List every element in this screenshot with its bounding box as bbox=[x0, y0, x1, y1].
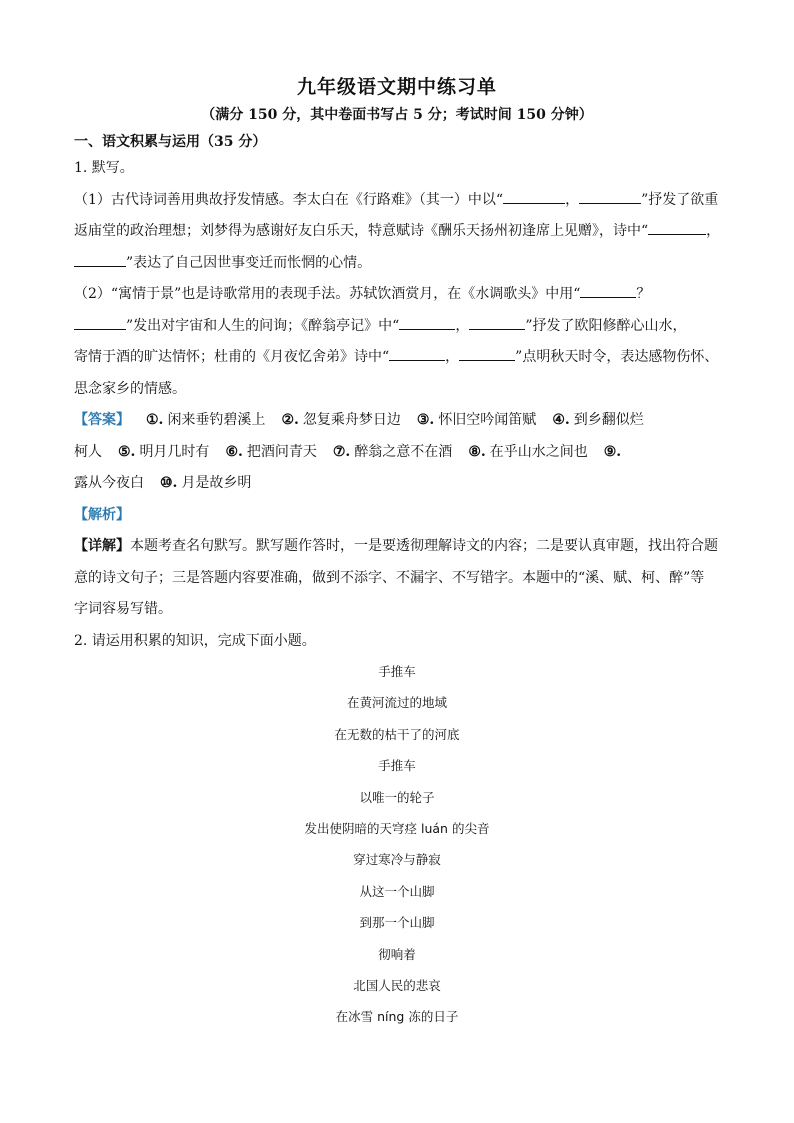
section-heading: 一、语文积累与运用（35 分） bbox=[74, 134, 267, 150]
poem-line: 彻响着 bbox=[378, 946, 416, 962]
fill-blank bbox=[389, 346, 445, 361]
detail-tag: 【详解】 bbox=[74, 538, 130, 554]
poem-line: 发出使阴暗的天穹痉 luán 的尖音 bbox=[304, 820, 490, 836]
question-1-part-2: （2）“寓情于景”也是诗歌常用的表现手法。苏轼饮酒赏月，在《水调歌头》中用“ ？ ”发出对宇宙和人生的问询；《醉翁亭记》中“ ， ”抒发了欧阳修醉心山水， 寄情于酒的旷达情怀；杜甫的《月夜忆舍弟》诗中“ ， ”点明秋天时令，表达感物伤怀、 思念家乡的情感。 bbox=[74, 279, 730, 405]
question-1-part-1: （1）古代诗词善用典故抒发情感。李太白在《行路难》（其一）中以“ ， ”抒发了欲重 返庙堂的政治理想；刘梦得为感谢好友白乐天，特意赋诗《酬乐天扬州初逢席上见赠》，诗中“ ， ”表达了自己因世事变迁而怅惘的心情。 bbox=[74, 185, 730, 280]
poem-line: 以唯一的轮子 bbox=[359, 789, 435, 805]
answer-tag: 【答案】 bbox=[74, 412, 130, 428]
poem-line: 到那一个山脚 bbox=[359, 915, 435, 931]
poem-line: 在无数的枯干了的河底 bbox=[334, 726, 460, 742]
fill-blank bbox=[580, 283, 636, 298]
fill-blank bbox=[74, 252, 126, 267]
poem-line: 手推车 bbox=[378, 664, 416, 679]
fill-blank bbox=[459, 346, 515, 361]
poem-line: 手推车 bbox=[378, 758, 416, 774]
fill-blank bbox=[648, 220, 706, 235]
question-1-stem: 1. 默写。 bbox=[74, 160, 134, 176]
question-2-stem: 2. 请运用积累的知识，完成下面小题。 bbox=[74, 632, 316, 649]
poem-line: 在黄河流过的地域 bbox=[346, 695, 447, 711]
poem-line: 穿过寒冷与静寂 bbox=[353, 852, 441, 868]
page-title: 九年级语文期中练习单 bbox=[296, 76, 497, 98]
analysis-tag: 【解析】 bbox=[74, 506, 130, 523]
fill-blank bbox=[399, 315, 455, 330]
poem bbox=[0, 656, 794, 1033]
fill-blank bbox=[74, 315, 126, 330]
poem-line: 在冰雪 níng 冻的日子 bbox=[335, 1009, 459, 1025]
poem-line: 从这一个山脚 bbox=[359, 883, 435, 899]
exam-info: （满分 150 分，其中卷面书写占 5 分；考试时间 150 分钟） bbox=[201, 107, 593, 123]
poem-line: 北国人民的悲哀 bbox=[353, 977, 441, 993]
fill-blank bbox=[469, 315, 525, 330]
analysis-detail: 【详解】本题考查名句默写。默写题作答时，一是要透彻理解诗文的内容；二是要认真审题，找出符合题 意的诗文句子；三是答题内容要准确，做到不添字、不漏字、不写错字。本题中的“溪、赋、柯、醉”等 字词容易写错。 bbox=[74, 538, 718, 617]
question-1 bbox=[74, 153, 730, 657]
fill-blank bbox=[503, 189, 565, 204]
fill-blank bbox=[579, 189, 641, 204]
answer-block: 【答案】 ①. 闲来垂钓碧溪上 ②. 忽复乘舟梦日边 ③. 怀旧空吟闻笛赋 ④. 到乡翻似烂 柯人 ⑤. 明月几时有 ⑥. 把酒问青天 ⑦. 醉翁之意不在酒 ⑧. 在乎山水之间也 ⑨. 露从今夜白 ⑩. 月是故乡明 bbox=[74, 412, 644, 491]
